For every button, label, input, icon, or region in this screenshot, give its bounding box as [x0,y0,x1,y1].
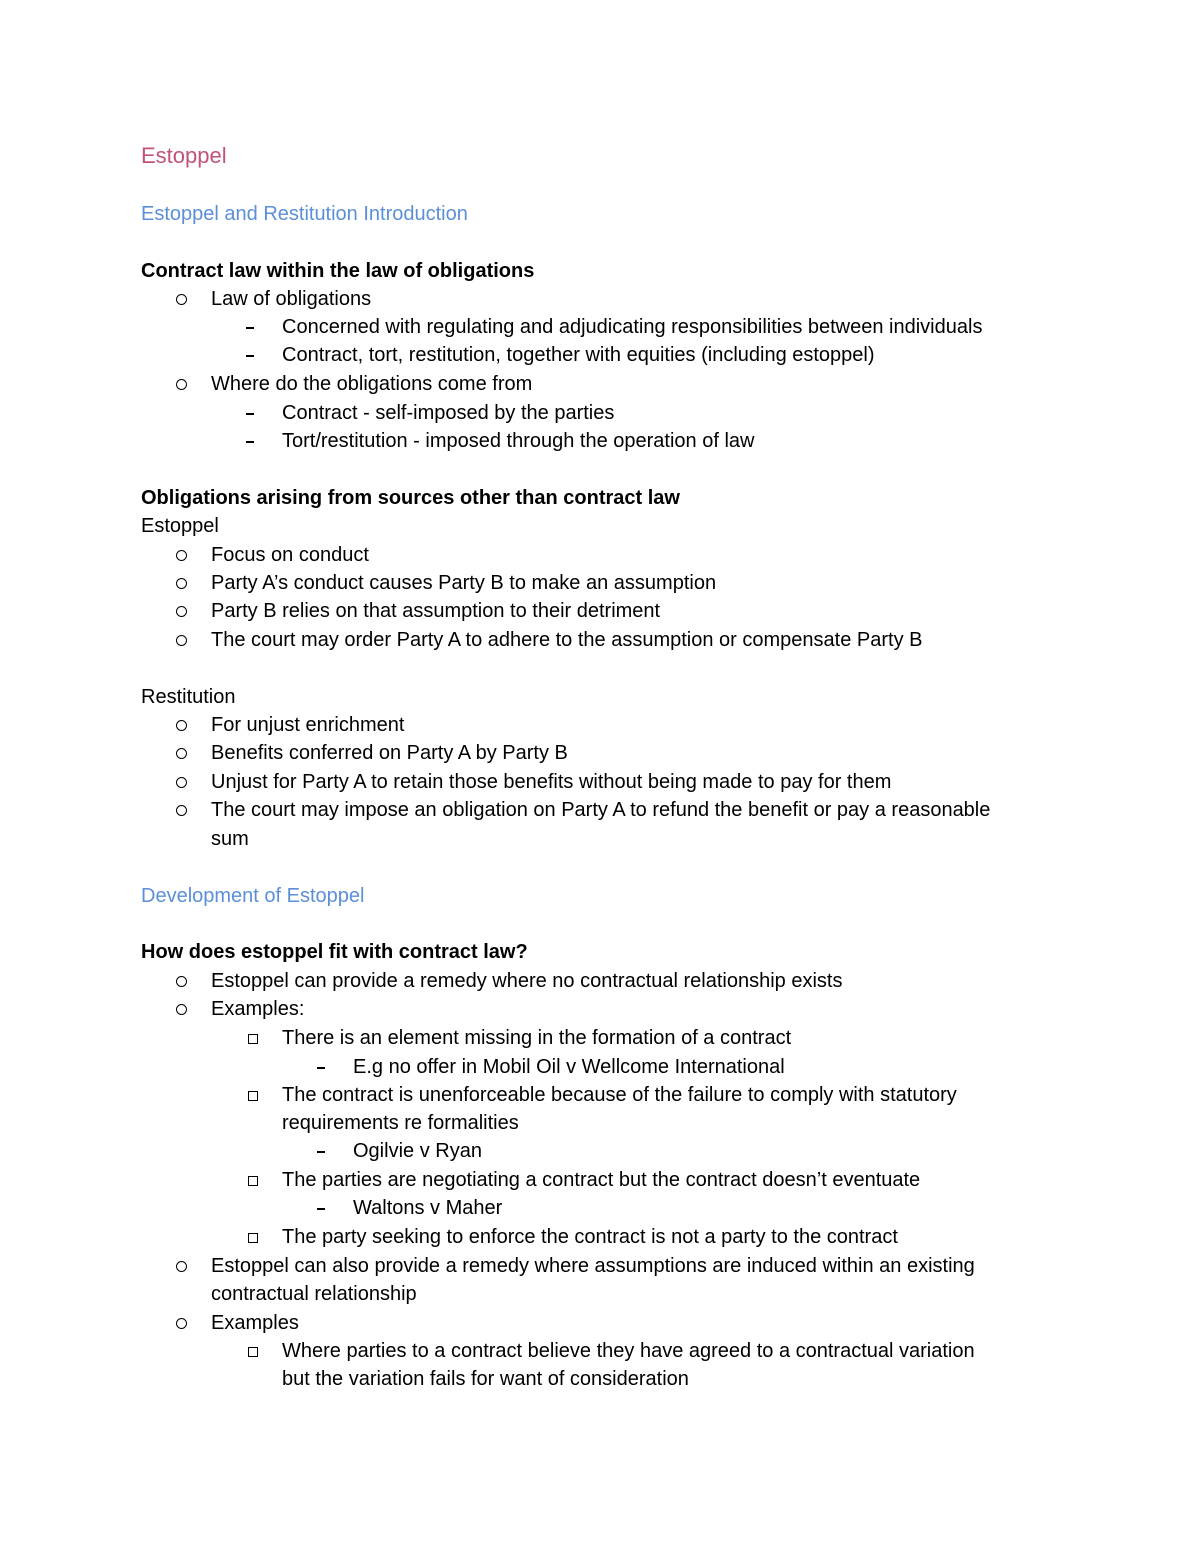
list-item-continuation: but the variation fails for want of consideration [282,1368,689,1390]
label-estoppel: Estoppel [141,515,219,537]
bullet-circle-icon [176,976,187,987]
bullet-square-icon [248,1176,258,1186]
list-item: Tort/restitution - imposed through the operation of law [282,430,755,452]
label-restitution: Restitution [141,686,236,708]
list-item: Contract, tort, restitution, together with equities (including estoppel) [282,344,875,366]
list-item: There is an element missing in the formation of a contract [282,1027,792,1049]
bullet-circle-icon [176,1318,187,1329]
list-item: Ogilvie v Ryan [353,1140,482,1162]
list-item: The contract is unenforceable because of the failure to comply with statutory [282,1084,957,1106]
bullet-circle-icon [176,294,187,305]
list-item: E.g no offer in Mobil Oil v Wellcome International [353,1056,785,1078]
list-item: Benefits conferred on Party A by Party B [211,742,568,764]
section-heading-development: Development of Estoppel [141,885,365,907]
bullet-circle-icon [176,777,187,788]
list-item: Estoppel can provide a remedy where no contractual relationship exists [211,970,843,992]
section-heading-introduction: Estoppel and Restitution Introduction [141,203,468,225]
bullet-dash-icon [246,327,254,329]
list-item: For unjust enrichment [211,714,405,736]
bullet-square-icon [248,1233,258,1243]
bullet-circle-icon [176,606,187,617]
bullet-square-icon [248,1091,258,1101]
list-item: The court may impose an obligation on Party A to refund the benefit or pay a reasonable [211,799,991,821]
list-item: The court may order Party A to adhere to the assumption or compensate Party B [211,629,923,651]
list-item-continuation: sum [211,828,249,850]
bullet-dash-icon [246,355,254,357]
list-item: Concerned with regulating and adjudicating responsibilities between individuals [282,316,983,338]
bullet-dash-icon [246,441,254,443]
list-item: Contract - self-imposed by the parties [282,402,615,424]
bullet-circle-icon [176,1261,187,1272]
subheading-contract-fit: How does estoppel fit with contract law? [141,941,528,963]
list-item-continuation: contractual relationship [211,1283,417,1305]
list-item: Waltons v Maher [353,1197,503,1219]
list-item: Focus on conduct [211,544,369,566]
bullet-square-icon [248,1034,258,1044]
bullet-dash-icon [317,1208,325,1210]
bullet-dash-icon [246,413,254,415]
list-item: Where do the obligations come from [211,373,533,395]
list-item: Unjust for Party A to retain those benefits without being made to pay for them [211,771,892,793]
list-item: Party A’s conduct causes Party B to make an assumption [211,572,717,594]
bullet-circle-icon [176,805,187,816]
bullet-square-icon [248,1347,258,1357]
list-item: Law of obligations [211,288,372,310]
bullet-circle-icon [176,748,187,759]
list-item-continuation: requirements re formalities [282,1112,519,1134]
list-item: Examples: [211,998,305,1020]
bullet-circle-icon [176,720,187,731]
list-item: Party B relies on that assumption to their detriment [211,600,661,622]
list-item: Examples [211,1312,299,1334]
bullet-circle-icon [176,1004,187,1015]
page-title: Estoppel [141,143,227,168]
subheading-contract-law: Contract law within the law of obligations [141,260,535,282]
bullet-circle-icon [176,635,187,646]
bullet-circle-icon [176,379,187,390]
subheading-obligations: Obligations arising from sources other than contract law [141,487,680,509]
bullet-dash-icon [317,1151,325,1153]
list-item: The party seeking to enforce the contract is not a party to the contract [282,1226,898,1248]
bullet-circle-icon [176,578,187,589]
bullet-dash-icon [317,1067,325,1069]
list-item: The parties are negotiating a contract but the contract doesn’t eventuate [282,1169,921,1191]
list-item: Estoppel can also provide a remedy where assumptions are induced within an existing [211,1255,975,1277]
list-item: Where parties to a contract believe they have agreed to a contractual variation [282,1340,975,1362]
bullet-circle-icon [176,550,187,561]
